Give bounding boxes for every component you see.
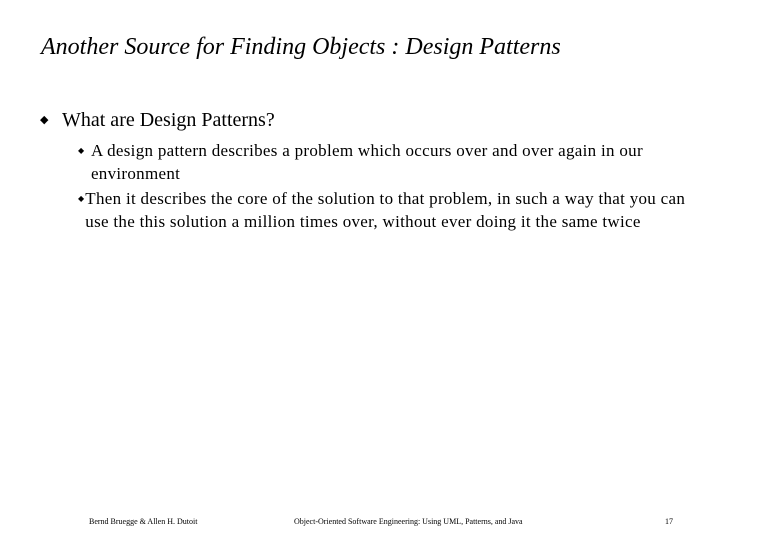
sub-bullet-text: A design pattern describes a problem which occurs over and over again in our environment: [90, 141, 643, 183]
diamond-bullet-icon: ◆: [40, 114, 49, 126]
footer-page-number: 17: [665, 517, 673, 526]
footer-authors: Bernd Bruegge & Allen H. Dutoit: [89, 517, 198, 526]
sub-bullet-item: [78, 187, 688, 233]
sub-bullet-item: [78, 139, 688, 185]
bullet-item: [40, 106, 275, 134]
bullet-text: What are Design Patterns?: [62, 109, 275, 131]
slide-title: Another Source for Finding Objects : Design Patterns: [41, 34, 561, 60]
sub-bullet-text: Then it describes the core of the solution to that problem, in such a way that you can use the this solution a million times over, without ever doing it the same twice: [85, 189, 686, 231]
footer-book-title: Object-Oriented Software Engineering: Using UML, Patterns, and Java: [294, 517, 523, 526]
small-diamond-bullet-icon: ◆: [78, 194, 85, 203]
small-diamond-bullet-icon: ◆: [78, 146, 85, 155]
